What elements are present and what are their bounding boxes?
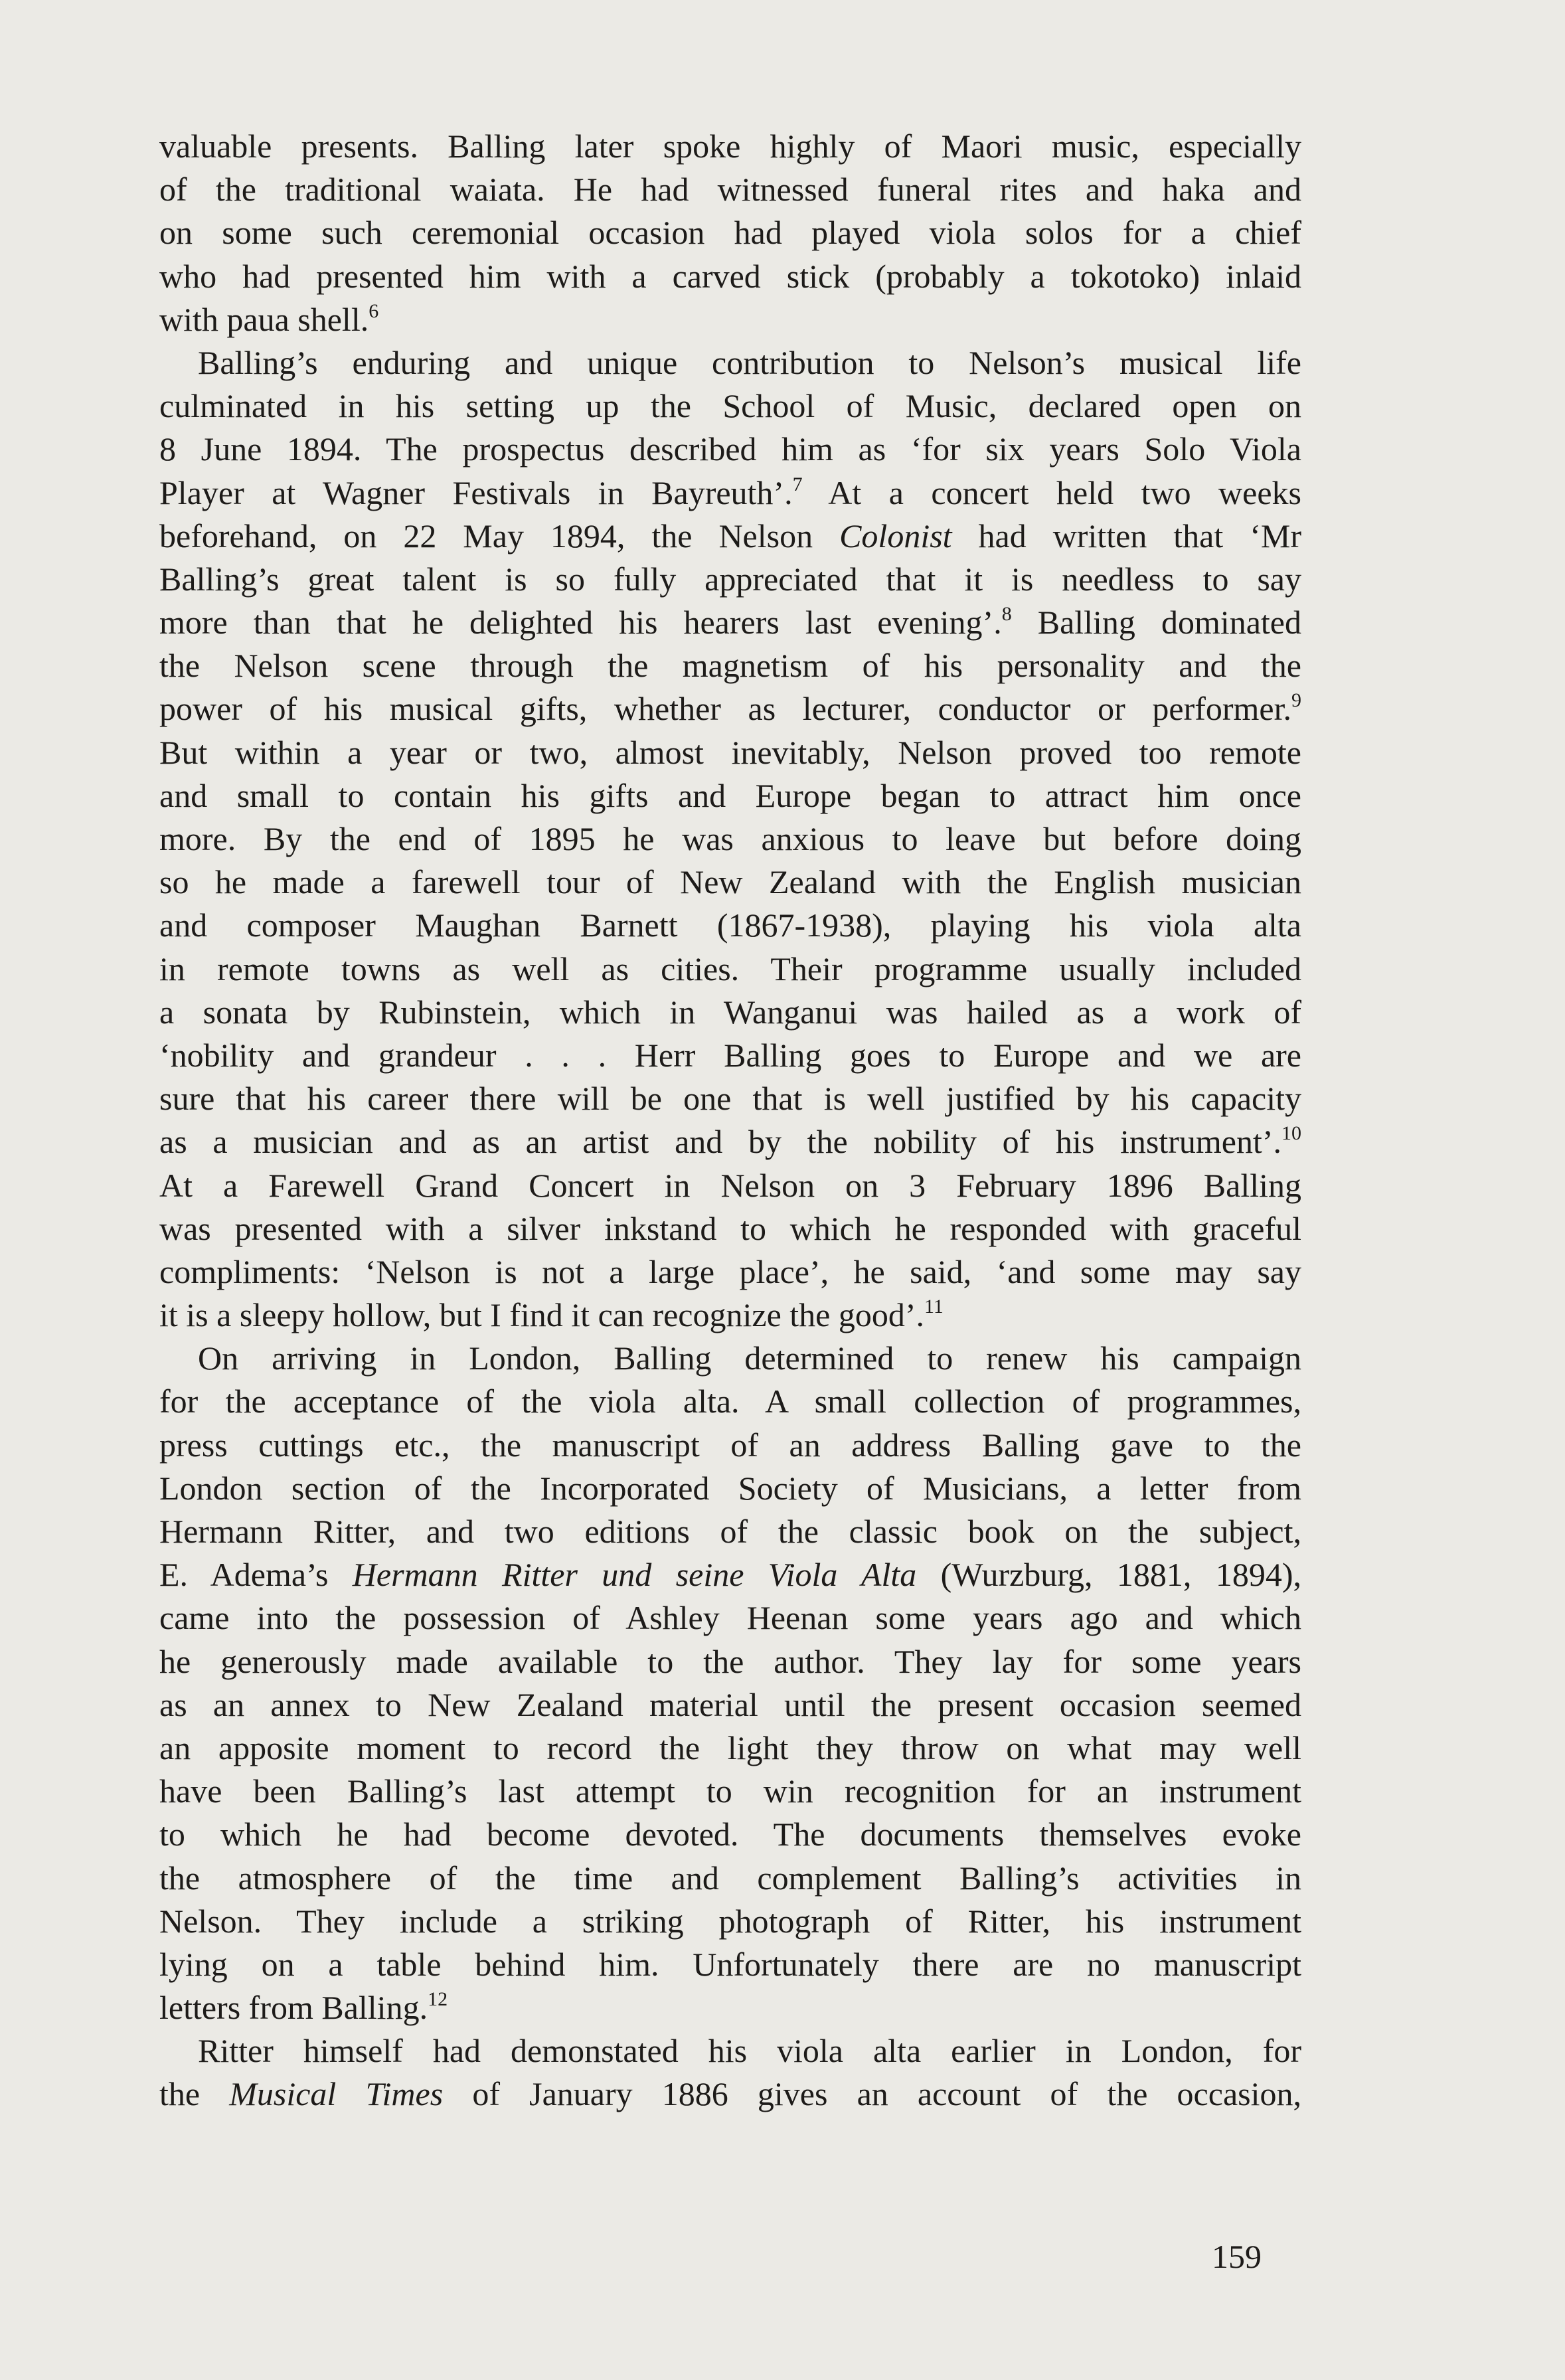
text-line xyxy=(159,1640,1301,1683)
text-run: on some such ceremonial occasion had played viola solos for a chief xyxy=(159,214,1301,252)
text-line xyxy=(159,428,1301,471)
text-line xyxy=(159,515,1301,558)
footnote-marker: 9 xyxy=(1291,689,1301,712)
text-line xyxy=(159,298,1301,341)
italic-title: Musical Times xyxy=(229,2075,444,2113)
text-line xyxy=(159,1986,1301,2029)
text-run: so he made a farewell tour of New Zealand with the English musician xyxy=(159,863,1301,901)
text-run: have been Balling’s last attempt to win recognition for an instrument xyxy=(159,1772,1301,1810)
text-line xyxy=(159,1380,1301,1423)
text-line xyxy=(159,991,1301,1034)
text-line xyxy=(159,817,1301,861)
text-run: a sonata by Rubinstein, which in Wanganui was hailed as a work of xyxy=(159,993,1301,1031)
text-run: sure that his career there will be one that is well justified by his capacity xyxy=(159,1080,1301,1118)
text-run: power of his musical gifts, whether as lecturer, conductor or performer. xyxy=(159,690,1291,728)
text-line xyxy=(159,168,1301,211)
text-run: letters from Balling. xyxy=(159,1989,428,2027)
text-line xyxy=(159,861,1301,904)
text-run: of the traditional waiata. He had witnessed funeral rites and haka and xyxy=(159,171,1301,209)
text-run: London section of the Incorporated Society of Musicians, a letter from xyxy=(159,1469,1301,1507)
text-run: to which he had become devoted. The documents themselves evoke xyxy=(159,1816,1301,1853)
text-run: culminated in his setting up the School of Music, declared open on xyxy=(159,387,1301,425)
text-run: Balling’s great talent is so fully appreciated that it is needless to say xyxy=(159,560,1301,598)
text-run: the xyxy=(159,2075,230,2113)
text-line xyxy=(159,687,1301,730)
text-run: and small to contain his gifts and Europe began to attract him once xyxy=(159,776,1301,814)
text-line xyxy=(159,1164,1301,1207)
text-run: Hermann Ritter, and two editions of the classic book on the subject, xyxy=(159,1513,1301,1550)
text-run: Nelson. They include a striking photograph of Ritter, his instrument xyxy=(159,1902,1301,1940)
footnote-marker: 8 xyxy=(1001,603,1012,626)
text-run: (Wurzburg, 1881, 1894), xyxy=(916,1556,1301,1594)
text-run: more. By the end of 1895 he was anxious to leave but before doing xyxy=(159,820,1301,857)
text-line xyxy=(159,1467,1301,1510)
text-line xyxy=(159,601,1301,644)
italic-title: Colonist xyxy=(839,517,952,554)
text-line xyxy=(159,644,1301,687)
text-line xyxy=(159,1813,1301,1856)
text-run: Balling’s enduring and unique contribution to Nelson’s musical life xyxy=(198,343,1301,381)
footnote-marker: 12 xyxy=(428,1988,448,2011)
body-text xyxy=(159,125,1301,2116)
text-line xyxy=(159,471,1301,515)
text-line xyxy=(159,1120,1301,1163)
text-run: Player at Wagner Festivals in Bayreuth’. xyxy=(159,473,793,511)
text-line xyxy=(159,1077,1301,1120)
footnote-marker: 10 xyxy=(1281,1122,1301,1145)
text-run: of January 1886 gives an account of the occasion, xyxy=(443,2075,1301,2113)
text-run: the Nelson scene through the magnetism of his personality and the xyxy=(159,647,1301,685)
text-line xyxy=(159,1553,1301,1596)
page-number: 159 xyxy=(1212,2238,1262,2275)
text-line xyxy=(159,1207,1301,1250)
text-line xyxy=(159,1900,1301,1943)
text-line xyxy=(159,731,1301,774)
text-run: and composer Maughan Barnett (1867-1938), playing his viola alta xyxy=(159,906,1301,944)
text-run: he generously made available to the author. They lay for some years xyxy=(159,1642,1301,1680)
text-run: in remote towns as well as cities. Their programme usually included xyxy=(159,950,1301,987)
text-run: was presented with a silver inkstand to which he responded with graceful xyxy=(159,1209,1301,1247)
text-run: beforehand, on 22 May 1894, the Nelson xyxy=(159,517,840,554)
text-run: Balling dominated xyxy=(1011,604,1302,641)
text-run: as an annex to New Zealand material until the present occasion seemed xyxy=(159,1685,1301,1723)
text-run: as a musician and as an artist and by the nobility of his instrument’. xyxy=(159,1123,1281,1161)
text-run: the atmosphere of the time and complement Balling’s activities in xyxy=(159,1859,1301,1897)
text-run: valuable presents. Balling later spoke highly of Maori music, especially xyxy=(159,128,1301,165)
footnote-marker: 6 xyxy=(369,299,379,322)
text-line xyxy=(159,384,1301,428)
text-run: compliments: ‘Nelson is not a large place’, he said, ‘and some may say xyxy=(159,1252,1301,1290)
text-line xyxy=(159,1857,1301,1900)
text-run: E. Adema’s xyxy=(159,1556,353,1594)
text-line xyxy=(159,1596,1301,1640)
text-line xyxy=(159,1337,1301,1380)
text-run: for the acceptance of the viola alta. A small collection of programmes, xyxy=(159,1383,1301,1420)
text-line xyxy=(159,948,1301,991)
text-line xyxy=(159,255,1301,298)
text-run: At a concert held two weeks xyxy=(802,473,1301,511)
footnote-marker: 7 xyxy=(792,473,803,495)
text-line xyxy=(159,2029,1301,2073)
italic-title: Hermann Ritter und seine Viola Alta xyxy=(352,1556,917,1594)
text-run: who had presented him with a carved stick (probably a tokotoko) inlaid xyxy=(159,257,1301,295)
text-run: On arriving in London, Balling determined to renew his campaign xyxy=(198,1339,1301,1377)
text-line xyxy=(159,341,1301,384)
text-line xyxy=(159,1424,1301,1467)
text-run: with paua shell. xyxy=(159,300,369,338)
text-line xyxy=(159,558,1301,601)
text-line xyxy=(159,2073,1301,2116)
footnote-marker: 11 xyxy=(924,1296,944,1318)
text-line xyxy=(159,1294,1301,1337)
text-line xyxy=(159,1683,1301,1727)
text-line xyxy=(159,211,1301,254)
text-run: an apposite moment to record the light they throw on what may well xyxy=(159,1729,1301,1766)
text-run: ‘nobility and grandeur . . . Herr Balling goes to Europe and we are xyxy=(159,1036,1301,1074)
text-run: had written that ‘Mr xyxy=(951,517,1302,554)
text-run: it is a sleepy hollow, but I find it can recognize the good’. xyxy=(159,1296,925,1334)
text-run: At a Farewell Grand Concert in Nelson on 3 February 1896 Balling xyxy=(159,1166,1301,1204)
text-line xyxy=(159,774,1301,817)
text-line xyxy=(159,1250,1301,1294)
text-run: Ritter himself had demonstated his viola alta earlier in London, for xyxy=(198,2032,1301,2070)
text-run: came into the possession of Ashley Heenan some years ago and which xyxy=(159,1599,1301,1637)
text-run: lying on a table behind him. Unfortunately there are no manuscript xyxy=(159,1945,1301,1983)
text-line xyxy=(159,1727,1301,1770)
text-line xyxy=(159,1510,1301,1553)
text-line xyxy=(159,904,1301,947)
text-line xyxy=(159,1034,1301,1077)
text-run: But within a year or two, almost inevitably, Nelson proved too remote xyxy=(159,733,1301,771)
text-line xyxy=(159,1770,1301,1813)
text-run: press cuttings etc., the manuscript of an address Balling gave to the xyxy=(159,1426,1301,1464)
text-line xyxy=(159,125,1301,168)
text-line xyxy=(159,1943,1301,1986)
text-run: 8 June 1894. The prospectus described him as ‘for six years Solo Viola xyxy=(159,430,1301,468)
text-run: more than that he delighted his hearers last evening’. xyxy=(159,604,1002,641)
